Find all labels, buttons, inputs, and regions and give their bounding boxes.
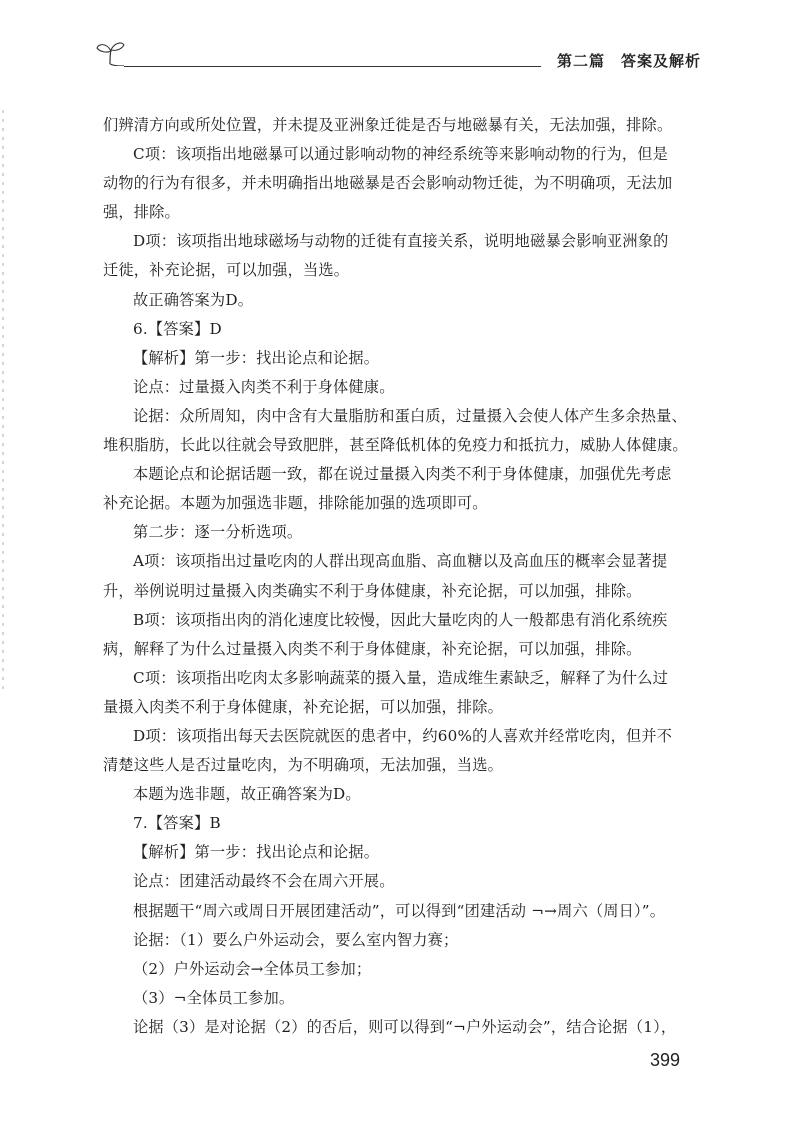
text-line: 迁徙，补充论据，可以加强，当选。 xyxy=(103,261,350,280)
text-line: 补充论据。本题为加强选非题，排除能加强的选项即可。 xyxy=(103,494,488,513)
text-line: 本题论点和论据话题一致，都在说过量摄入肉类不利于身体健康，加强优先考虑 xyxy=(133,465,672,484)
text-line: （2）户外运动会→全体员工参加； xyxy=(133,959,372,978)
page-number: 399 xyxy=(650,1050,681,1070)
text-line: 病，解释了为什么过量摄入肉类不利于身体健康，补充论据，可以加强，排除。 xyxy=(103,639,642,658)
answer-analysis-text xyxy=(103,111,693,1042)
text-line: 论点：过量摄入肉类不利于身体健康。 xyxy=(133,377,395,396)
text-line: B项：该项指出肉的消化速度比较慢，因此大量吃肉的人一般都患有消化系统疾 xyxy=(133,610,668,629)
sprout-icon xyxy=(96,40,126,66)
text-line: D项：该项指出每天去医院就医的患者中，约60%的人喜欢并经常吃肉，但并不 xyxy=(133,726,673,745)
text-line: 论据（3）是对论据（2）的否后，则可以得到“¬户外运动会”，结合论据（1）， xyxy=(133,1017,677,1036)
text-line: 7.【答案】B xyxy=(133,814,221,833)
text-line: 故正确答案为D。 xyxy=(133,290,254,309)
text-line: 6.【答案】D xyxy=(133,319,222,338)
text-line: 们辨清方向或所处位置，并未提及亚洲象迁徙是否与地磁暴有关，无法加强，排除。 xyxy=(103,116,673,134)
text-line: 论据：众所周知，肉中含有大量脂肪和蛋白质，过量摄入会使人体产生多余热量、 xyxy=(133,406,687,425)
header-rule xyxy=(124,66,541,67)
text-line: A项：该项指出过量吃肉的人群出现高血脂、高血糖以及高血压的概率会显著提 xyxy=(133,552,668,571)
text-line: C项：该项指出地磁暴可以通过影响动物的神经系统等来影响动物的行为，但是 xyxy=(133,145,668,164)
text-line: 升，举例说明过量摄入肉类确实不利于身体健康，补充论据，可以加强，排除。 xyxy=(103,581,642,600)
text-line: 强，排除。 xyxy=(103,203,180,222)
page-header xyxy=(96,40,701,74)
text-line: C项：该项指出吃肉太多影响蔬菜的摄入量，造成维生素缺乏，解释了为什么过 xyxy=(133,668,668,687)
text-line: 论据：（1）要么户外运动会，要么室内智力赛； xyxy=(133,930,459,949)
section-title: 第二篇 答案及解析 xyxy=(556,52,701,70)
text-line: 动物的行为有很多，并未明确指出地磁暴是否会影响动物迁徙，为不明确项，无法加 xyxy=(103,174,673,193)
text-line: D项：该项指出地球磁场与动物的迁徙有直接关系，说明地磁暴会影响亚洲象的 xyxy=(133,232,669,251)
scan-edge-artifact xyxy=(2,110,4,690)
text-line: 第二步：逐一分析选项。 xyxy=(133,523,303,542)
text-line: 量摄入肉类不利于身体健康，补充论据，可以加强，排除。 xyxy=(103,697,504,716)
text-line: 清楚这些人是否过量吃肉，为不明确项，无法加强，当选。 xyxy=(103,756,504,775)
text-line: 根据题干“周六或周日开展团建活动”，可以得到“团建活动 ¬→周六（周日）”。 xyxy=(133,901,666,920)
text-line: 本题为选非题，故正确答案为D。 xyxy=(133,785,361,804)
text-line: 论点：团建活动最终不会在周六开展。 xyxy=(133,872,395,891)
text-line: 【解析】第一步：找出论点和论据。 xyxy=(133,843,380,862)
text-line: 堆积脂肪，长此以往就会导致肥胖，甚至降低机体的免疫力和抵抗力，威胁人体健康。 xyxy=(103,436,688,455)
text-line: （3）¬全体员工参加。 xyxy=(133,988,295,1007)
text-line: 【解析】第一步：找出论点和论据。 xyxy=(133,348,380,367)
